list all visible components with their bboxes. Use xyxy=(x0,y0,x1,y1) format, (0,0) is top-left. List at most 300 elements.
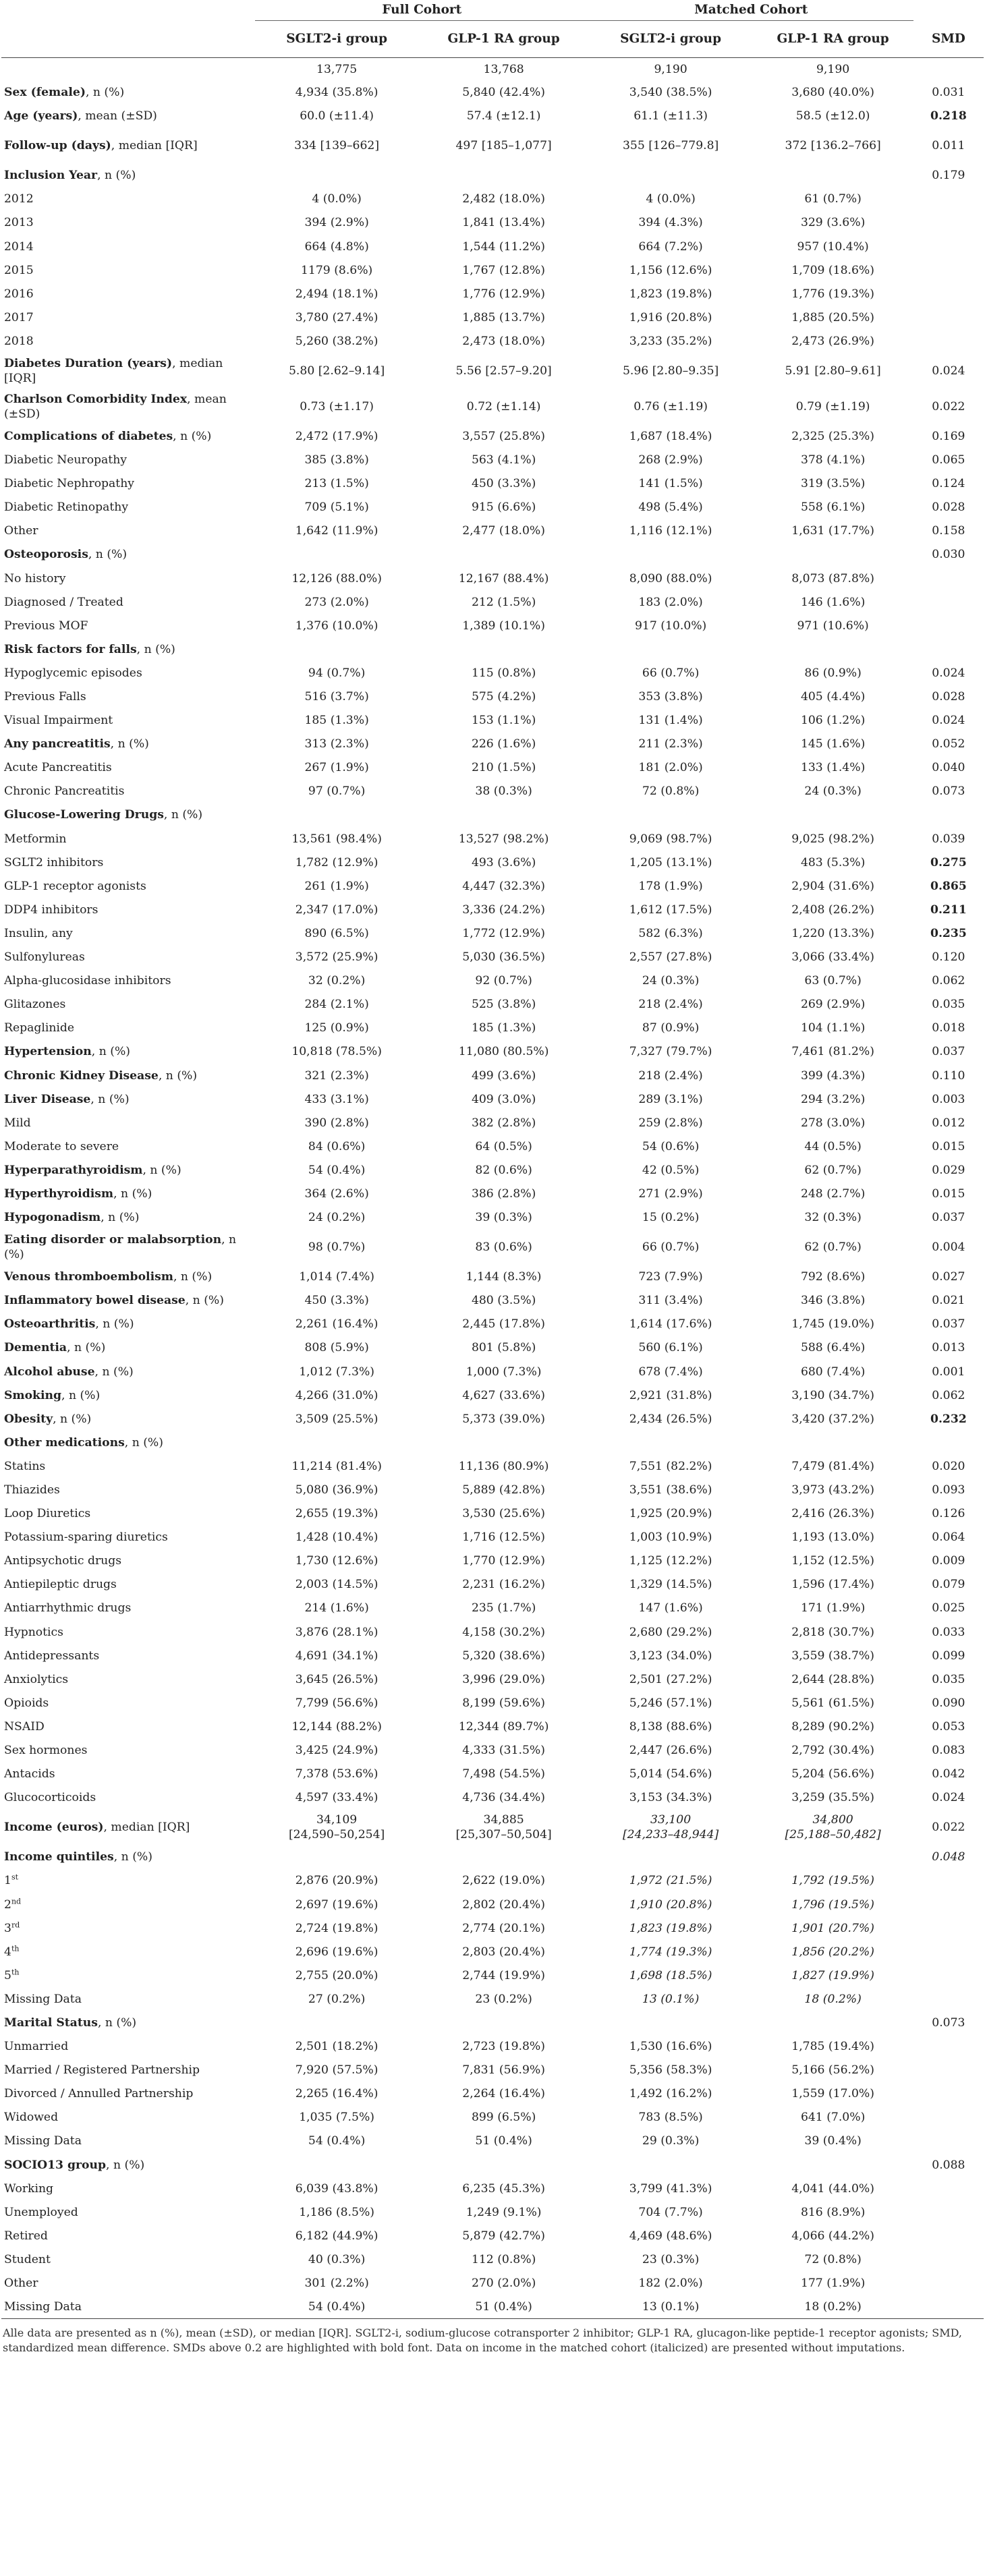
cell-sglt2-full: 2,655 (19.3%) xyxy=(295,1507,378,1521)
cell-glp1-full: 210 (1.5%) xyxy=(471,761,536,775)
cell-sglt2-matched: 29 (0.3%) xyxy=(642,2134,700,2148)
cell-sglt2-matched: 582 (6.3%) xyxy=(638,926,703,940)
cell-glp1-full: 12,344 (89.7%) xyxy=(458,1719,549,1734)
row-label xyxy=(1,1691,255,1715)
row-label xyxy=(1,543,255,567)
row-label xyxy=(1,1810,255,1845)
row-label-main: Glucose-Lowering Drugs xyxy=(4,808,164,822)
cell-sglt2-matched: 1,925 (20.9%) xyxy=(629,1507,712,1521)
cell-glp1-full: 3,557 (25.8%) xyxy=(462,429,545,443)
cell-smd: 0.018 xyxy=(932,1021,965,1035)
table-row xyxy=(1,1597,984,1620)
table-row xyxy=(1,188,984,211)
cell-glp1-full: 2,231 (16.2%) xyxy=(462,1578,545,1592)
cell-glp1-matched: 1,220 (13.3%) xyxy=(791,926,874,940)
row-label xyxy=(1,1786,255,1810)
cell-smd xyxy=(913,329,984,353)
row-label xyxy=(1,1987,255,2011)
cell-sglt2-full: 7,378 (53.6%) xyxy=(295,1767,378,1781)
cell-glp1-full: 409 (3.0%) xyxy=(471,1092,536,1106)
cell-glp1-full: 5,889 (42.8%) xyxy=(462,1483,545,1497)
table-row xyxy=(1,496,984,519)
table-row xyxy=(1,258,984,282)
cell-glp1-full xyxy=(418,1431,588,1454)
row-label-main: Complications of diabetes xyxy=(4,429,173,443)
cell-glp1-full xyxy=(418,164,588,188)
cell-smd: 0.124 xyxy=(932,477,965,491)
cell-smd: 0.013 xyxy=(932,1341,965,1355)
cell-glp1-full: 499 (3.6%) xyxy=(471,1068,536,1083)
row-label xyxy=(1,1336,255,1360)
cell-glp1-full: 2,622 (19.0%) xyxy=(462,1874,545,1888)
cell-glp1-matched: 2,792 (30.4%) xyxy=(791,1744,874,1758)
table-row xyxy=(1,519,984,543)
table-row xyxy=(1,1360,984,1383)
cell-glp1-matched xyxy=(752,2011,913,2034)
cell-smd xyxy=(913,1869,984,1893)
cell-sglt2-full: 890 (6.5%) xyxy=(304,926,369,940)
row-label xyxy=(1,282,255,306)
quintile-number: 2 xyxy=(4,1897,11,1912)
row-label xyxy=(1,1845,255,1869)
cell-sglt2-matched xyxy=(589,543,753,567)
table-row xyxy=(1,2011,984,2034)
table-row xyxy=(1,921,984,945)
cell-sglt2-full: 54 (0.4%) xyxy=(255,2295,419,2319)
row-label-note: Visual Impairment xyxy=(4,714,113,728)
cell-sglt2-full: 2,724 (19.8%) xyxy=(295,1921,378,1935)
row-label-note: Diabetic Retinopathy xyxy=(4,500,129,515)
cell-smd xyxy=(913,58,984,81)
row-label xyxy=(1,1360,255,1383)
cell-sglt2-full: 394 (2.9%) xyxy=(304,216,369,230)
table-row xyxy=(1,2200,984,2224)
cell-smd: 0.035 xyxy=(932,1672,965,1686)
table-row xyxy=(1,2295,984,2319)
cell-smd: 0.040 xyxy=(932,761,965,775)
cell-glp1-matched: 558 (6.1%) xyxy=(800,500,866,515)
baseline-characteristics-table xyxy=(1,0,984,2319)
row-label-note: , median [IQR] xyxy=(103,1821,190,1835)
cell-smd xyxy=(913,2224,984,2248)
row-label xyxy=(1,969,255,993)
row-label-note: 2013 xyxy=(4,216,34,230)
cell-glp1-matched: 1,745 (19.0%) xyxy=(791,1317,874,1332)
row-label xyxy=(1,211,255,235)
cell-glp1-matched: 44 (0.5%) xyxy=(804,1139,862,1153)
cell-glp1-full: 7,831 (56.9%) xyxy=(462,2063,545,2078)
row-label-note: , median [IQR] xyxy=(4,356,223,385)
cell-smd: 0.015 xyxy=(932,1139,965,1153)
cell-sglt2-matched: 9,190 xyxy=(654,62,687,76)
cell-smd: 0.099 xyxy=(932,1649,965,1663)
table-row xyxy=(1,1017,984,1040)
cell-glp1-full: 13,527 (98.2%) xyxy=(458,832,549,846)
cell-sglt2-full: 390 (2.8%) xyxy=(304,1116,369,1130)
row-label-note: Sex hormones xyxy=(4,1744,88,1758)
cell-glp1-full: 4,736 (34.4%) xyxy=(462,1791,545,1805)
cell-glp1-full: 5,373 (39.0%) xyxy=(462,1412,545,1426)
cell-smd xyxy=(913,1964,984,1987)
row-label xyxy=(1,2059,255,2082)
row-label-note: Previous MOF xyxy=(4,619,88,633)
cell-glp1-matched: 61 (0.7%) xyxy=(804,192,862,206)
cell-sglt2-matched: 268 (2.9%) xyxy=(638,453,703,467)
cell-sglt2-full: 3,425 (24.9%) xyxy=(295,1744,378,1758)
cell-sglt2-matched: 3,799 (41.3%) xyxy=(629,2181,712,2196)
row-label xyxy=(1,164,255,188)
cell-glp1-full: 11,136 (80.9%) xyxy=(458,1459,549,1473)
cell-smd: 0.037 xyxy=(932,1317,965,1332)
cell-glp1-full: 1,000 (7.3%) xyxy=(466,1365,542,1379)
cell-glp1-full: 1,389 (10.1%) xyxy=(462,619,545,633)
table-row xyxy=(1,353,984,389)
cell-sglt2-matched: 289 (3.1%) xyxy=(638,1092,703,1106)
cell-glp1-matched xyxy=(752,1431,913,1454)
row-label-main: Income (euros) xyxy=(4,1821,104,1835)
col-header-glp1-matched: GLP-1 RA group xyxy=(752,21,913,58)
quintile-suffix: nd xyxy=(11,1896,22,1906)
cell-smd xyxy=(913,2035,984,2059)
cell-smd: 0.048 xyxy=(932,1850,965,1864)
row-label-note: Loop Diuretics xyxy=(4,1507,91,1521)
cell-sglt2-matched: 1,492 (16.2%) xyxy=(629,2087,712,2101)
row-label xyxy=(1,1715,255,1738)
cell-smd: 0.064 xyxy=(932,1530,965,1545)
cell-glp1-full: 1,144 (8.3%) xyxy=(466,1270,542,1284)
cell-sglt2-matched: 178 (1.9%) xyxy=(638,879,703,893)
cell-glp1-matched: 8,073 (87.8%) xyxy=(791,571,874,585)
cell-smd: 0.024 xyxy=(932,714,965,728)
row-label-note: , n (%) xyxy=(53,1412,92,1426)
table-row xyxy=(1,993,984,1017)
cell-glp1-matched: 1,827 (19.9%) xyxy=(791,1968,874,1982)
cell-sglt2-full: 2,501 (18.2%) xyxy=(295,2040,378,2054)
cell-glp1-matched: 641 (7.0%) xyxy=(800,2111,866,2125)
cell-sglt2-matched: 87 (0.9%) xyxy=(642,1021,700,1035)
cell-glp1-full: 11,080 (80.5%) xyxy=(458,1045,549,1059)
row-label-note: Unmarried xyxy=(4,2040,69,2054)
cell-glp1-matched: 2,416 (26.3%) xyxy=(791,1507,874,1521)
cell-smd xyxy=(913,2295,984,2319)
cell-glp1-matched: 24 (0.3%) xyxy=(804,784,862,799)
cell-sglt2-matched: 141 (1.5%) xyxy=(638,477,703,491)
table-row xyxy=(1,2177,984,2200)
row-label-note: , n (%) xyxy=(90,1092,130,1106)
cell-glp1-full: 5,879 (42.7%) xyxy=(462,2229,545,2243)
cell-smd: 0.065 xyxy=(932,453,965,467)
cell-glp1-matched: 171 (1.9%) xyxy=(800,1601,866,1615)
row-label xyxy=(1,1383,255,1407)
row-label xyxy=(1,803,255,827)
row-label xyxy=(1,81,255,105)
cell-sglt2-matched: 498 (5.4%) xyxy=(638,500,703,515)
row-label xyxy=(1,1158,255,1182)
cell-smd: 0.037 xyxy=(932,1045,965,1059)
cell-glp1-matched: 372 [136.2–766] xyxy=(785,139,881,153)
table-row xyxy=(1,449,984,472)
cell-glp1-full: 38 (0.3%) xyxy=(475,784,532,799)
cell-glp1-full: 575 (4.2%) xyxy=(471,690,536,704)
cell-glp1-matched: 378 (4.1%) xyxy=(800,453,866,467)
table-row xyxy=(1,1869,984,1893)
cell-sglt2-matched: 5.96 [2.80–9.35] xyxy=(622,364,719,378)
cell-glp1-full: 497 [185–1,077] xyxy=(455,139,552,153)
cell-glp1-full: 8,199 (59.6%) xyxy=(462,1696,545,1710)
row-label-note: Missing Data xyxy=(4,2299,82,2314)
table-row xyxy=(1,709,984,733)
row-label xyxy=(1,58,255,81)
row-label-note: NSAID xyxy=(4,1719,45,1734)
table-body xyxy=(1,58,984,2319)
row-label-note: Antiepileptic drugs xyxy=(4,1578,117,1592)
cell-glp1-matched: 18 (0.2%) xyxy=(752,2295,913,2319)
row-label-note: Missing Data xyxy=(4,1992,82,2006)
cell-sglt2-matched: 218 (2.4%) xyxy=(638,1068,703,1083)
table-row xyxy=(1,898,984,921)
table-row xyxy=(1,614,984,637)
cell-glp1-matched: 5,166 (56.2%) xyxy=(791,2063,874,2078)
cell-glp1-full: 2,744 (19.9%) xyxy=(462,1968,545,1982)
group-header-matched-cohort: Matched Cohort xyxy=(589,0,913,21)
row-label-note: Antipsychotic drugs xyxy=(4,1554,122,1568)
row-label xyxy=(1,709,255,733)
cell-sglt2-full: 27 (0.2%) xyxy=(308,1992,366,2006)
row-label-main: Charlson Comorbidity Index xyxy=(4,392,188,406)
cell-sglt2-full: 54 (0.4%) xyxy=(308,2134,366,2148)
cell-sglt2-full: 709 (5.1%) xyxy=(304,500,369,515)
cell-sglt2-full: 4,934 (35.8%) xyxy=(295,86,378,100)
row-label xyxy=(1,105,255,128)
cell-sglt2-matched: 1,116 (12.1%) xyxy=(629,524,712,538)
table-row xyxy=(1,1454,984,1478)
cell-glp1-matched: 62 (0.7%) xyxy=(804,1240,862,1255)
row-label-note: Antidepressants xyxy=(4,1649,100,1663)
row-label-main: Obesity xyxy=(4,1412,53,1426)
table-row xyxy=(1,306,984,329)
table-row xyxy=(1,1739,984,1763)
cell-glp1-full xyxy=(418,543,588,567)
col-header-sglt2-full: SGLT2-i group xyxy=(255,21,419,58)
cell-glp1-full: 13,768 xyxy=(483,62,524,76)
cell-glp1-full: 480 (3.5%) xyxy=(471,1294,536,1308)
cell-smd: 0.093 xyxy=(932,1483,965,1497)
cell-sglt2-full: 185 (1.3%) xyxy=(304,714,369,728)
table-row xyxy=(1,1549,984,1573)
cell-sglt2-full: 2,876 (20.9%) xyxy=(295,1874,378,1888)
cell-glp1-matched xyxy=(752,164,913,188)
cell-glp1-full: 2,445 (17.8%) xyxy=(462,1317,545,1332)
cell-sglt2-full: 5.80 [2.62–9.14] xyxy=(288,364,385,378)
cell-smd: 0.037 xyxy=(932,1211,965,1225)
cell-smd: 0.053 xyxy=(932,1719,965,1734)
cell-sglt2-matched: 1,823 (19.8%) xyxy=(629,287,712,301)
cell-sglt2-matched: 4 (0.0%) xyxy=(646,192,696,206)
row-label-main: Inflammatory bowel disease xyxy=(4,1294,186,1308)
table-row xyxy=(1,1064,984,1087)
cell-glp1-full: 4,333 (31.5%) xyxy=(462,1744,545,1758)
cell-sglt2-matched: 560 (6.1%) xyxy=(638,1341,703,1355)
cell-glp1-matched: 18 (0.2%) xyxy=(804,1992,862,2006)
cell-smd: 0.235 xyxy=(930,926,967,940)
table-row xyxy=(1,590,984,614)
cell-glp1-full: 6,235 (45.3%) xyxy=(462,2181,545,2196)
cell-sglt2-matched: 704 (7.7%) xyxy=(638,2205,703,2219)
cell-sglt2-matched: 8,090 (88.0%) xyxy=(629,571,712,585)
row-label-main: Liver Disease xyxy=(4,1092,91,1106)
cell-sglt2-full: 808 (5.9%) xyxy=(304,1341,369,1355)
table-row xyxy=(1,1810,984,1845)
cell-smd xyxy=(913,2082,984,2106)
cell-sglt2-matched: 66 (0.7%) xyxy=(642,1240,700,1255)
cell-sglt2-matched: 15 (0.2%) xyxy=(642,1211,700,1225)
row-label xyxy=(1,1182,255,1205)
row-label-note: Sulfonylureas xyxy=(4,950,85,965)
cell-smd: 0.029 xyxy=(932,1163,965,1177)
row-label xyxy=(1,1087,255,1111)
table-row xyxy=(1,946,984,969)
table-row xyxy=(1,851,984,874)
cell-sglt2-full: 2,494 (18.1%) xyxy=(295,287,378,301)
cell-sglt2-full: 1,730 (12.6%) xyxy=(295,1554,378,1568)
cell-sglt2-full: 5,260 (38.2%) xyxy=(295,334,378,348)
row-label-main: Venous thromboembolism xyxy=(4,1270,173,1284)
cell-sglt2-matched xyxy=(589,637,753,661)
cell-sglt2-full xyxy=(255,1845,419,1869)
row-label-note: , n (%) xyxy=(88,548,128,562)
row-label xyxy=(1,1111,255,1135)
cell-sglt2-full: 2,472 (17.9%) xyxy=(295,429,378,443)
cell-sglt2-matched xyxy=(589,1845,753,1869)
row-label-note: Anxiolytics xyxy=(4,1672,69,1686)
cell-glp1-matched: 405 (4.4%) xyxy=(800,690,866,704)
cell-sglt2-full: 125 (0.9%) xyxy=(304,1021,369,1035)
cell-glp1-full: 2,477 (18.0%) xyxy=(462,524,545,538)
cell-sglt2-matched: 2,557 (27.8%) xyxy=(629,950,712,965)
row-label xyxy=(1,733,255,756)
row-label-note: 2014 xyxy=(4,239,34,254)
cell-smd: 0.169 xyxy=(932,429,965,443)
cell-smd: 0.030 xyxy=(932,548,965,562)
cell-glp1-matched: 4,066 (44.2%) xyxy=(791,2229,874,2243)
row-label-note: Glitazones xyxy=(4,998,66,1012)
cell-sglt2-full: 3,572 (25.9%) xyxy=(295,950,378,965)
cell-glp1-matched: 5.91 [2.80–9.61] xyxy=(785,364,881,378)
row-label xyxy=(1,188,255,211)
row-label xyxy=(1,1667,255,1691)
table-row xyxy=(1,1987,984,2011)
cell-sglt2-full xyxy=(255,164,419,188)
cell-glp1-full: 1,885 (13.7%) xyxy=(462,310,545,324)
row-label-main: Alcohol abuse xyxy=(4,1365,95,1379)
cell-sglt2-full: 3,645 (26.5%) xyxy=(295,1672,378,1686)
row-label-note: , n (%) xyxy=(101,1211,140,1225)
cell-smd: 0.022 xyxy=(932,399,965,413)
cell-glp1-matched: 8,289 (90.2%) xyxy=(791,1719,874,1734)
cell-sglt2-matched: 311 (3.4%) xyxy=(638,1294,703,1308)
cell-glp1-full: 1,249 (9.1%) xyxy=(466,2205,542,2219)
table-row xyxy=(1,2271,984,2295)
cell-smd xyxy=(913,235,984,258)
cell-smd: 0.062 xyxy=(932,1388,965,1402)
cell-glp1-full: 1,776 (12.9%) xyxy=(462,287,545,301)
cell-smd: 0.052 xyxy=(932,737,965,751)
cell-sglt2-matched: 72 (0.8%) xyxy=(642,784,700,799)
cell-glp1-matched: 7,479 (81.4%) xyxy=(791,1459,874,1473)
row-label-main: Follow-up (days) xyxy=(4,139,111,153)
cell-sglt2-full: 98 (0.7%) xyxy=(308,1240,366,1255)
cell-sglt2-matched: 1,612 (17.5%) xyxy=(629,903,712,917)
cell-smd: 0.090 xyxy=(932,1696,965,1710)
row-label xyxy=(1,1597,255,1620)
cell-sglt2-matched: 9,069 (98.7%) xyxy=(629,832,712,846)
cell-glp1-matched: 329 (3.6%) xyxy=(800,216,866,230)
row-label-note: , n (%) xyxy=(136,642,175,656)
cell-sglt2-matched: 66 (0.7%) xyxy=(642,666,700,680)
row-label-note: , mean (±SD) xyxy=(4,392,227,421)
cell-glp1-full: 5.56 [2.57–9.20] xyxy=(455,364,552,378)
row-label xyxy=(1,1431,255,1454)
cell-glp1-matched: 146 (1.6%) xyxy=(800,595,866,609)
cell-sglt2-full: 3,509 (25.5%) xyxy=(295,1412,378,1426)
cell-glp1-matched xyxy=(752,803,913,827)
row-label-note: Diagnosed / Treated xyxy=(4,595,123,609)
cell-smd: 0.001 xyxy=(932,1365,965,1379)
cell-smd: 0.025 xyxy=(932,1601,965,1615)
quintile-suffix: st xyxy=(11,1872,19,1882)
row-label-note: , n (%) xyxy=(4,1233,237,1262)
cell-sglt2-matched: 1,823 (19.8%) xyxy=(629,1921,712,1935)
row-label-main: Chronic Kidney Disease xyxy=(4,1068,159,1083)
row-label-note: , n (%) xyxy=(97,2015,137,2030)
cell-sglt2-full xyxy=(255,543,419,567)
row-label-note: , n (%) xyxy=(124,1435,163,1450)
row-label-main: Osteoporosis xyxy=(4,548,88,562)
row-label-note: , n (%) xyxy=(91,1045,130,1059)
cell-smd xyxy=(913,282,984,306)
cell-glp1-matched: 0.79 (±1.19) xyxy=(795,399,870,413)
cell-sglt2-matched: 664 (7.2%) xyxy=(638,239,703,254)
cell-glp1-full: 185 (1.3%) xyxy=(471,1021,536,1035)
cell-smd: 0.020 xyxy=(932,1459,965,1473)
table-row xyxy=(1,2129,984,2153)
cell-sglt2-full: 273 (2.0%) xyxy=(304,595,369,609)
table-row xyxy=(1,1158,984,1182)
cell-sglt2-matched: 1,972 (21.5%) xyxy=(629,1874,712,1888)
cell-glp1-matched: 1,776 (19.3%) xyxy=(791,287,874,301)
table-footnote: Alle data are presented as n (%), mean (±SD), or median [IQR]. SGLT2-i, sodium-glucose cotransporter 2 inhibitor; GLP-1 RA, glucagon-like peptide-1 receptor agonists; SMD, standardized mean difference. SMDs above 0.2 are highlighted with bold font. Data on income in the matched cohort (italicized) are presented without imputations. xyxy=(3,2326,962,2355)
cell-glp1-full: 2,482 (18.0%) xyxy=(462,192,545,206)
row-label-note: SGLT2 inhibitors xyxy=(4,855,104,869)
table-row xyxy=(1,389,984,424)
row-label xyxy=(1,1313,255,1336)
cell-sglt2-full: 1,014 (7.4%) xyxy=(299,1270,374,1284)
table-row xyxy=(1,211,984,235)
cell-glp1-matched: 5,561 (61.5%) xyxy=(791,1696,874,1710)
cell-glp1-full: 2,723 (19.8%) xyxy=(462,2040,545,2054)
row-label xyxy=(1,1549,255,1573)
cell-glp1-matched xyxy=(752,2153,913,2177)
cell-glp1-matched: 680 (7.4%) xyxy=(800,1365,866,1379)
row-label-note: , n (%) xyxy=(61,1388,101,1402)
cell-glp1-matched: 4,041 (44.0%) xyxy=(791,2181,874,2196)
row-label-main: Risk factors for falls xyxy=(4,642,137,656)
cell-glp1-matched: 269 (2.9%) xyxy=(800,998,866,1012)
table-row xyxy=(1,1336,984,1360)
table-row xyxy=(1,329,984,353)
cell-glp1-full: 5,320 (38.6%) xyxy=(462,1649,545,1663)
row-label-note: Insulin, any xyxy=(4,926,73,940)
